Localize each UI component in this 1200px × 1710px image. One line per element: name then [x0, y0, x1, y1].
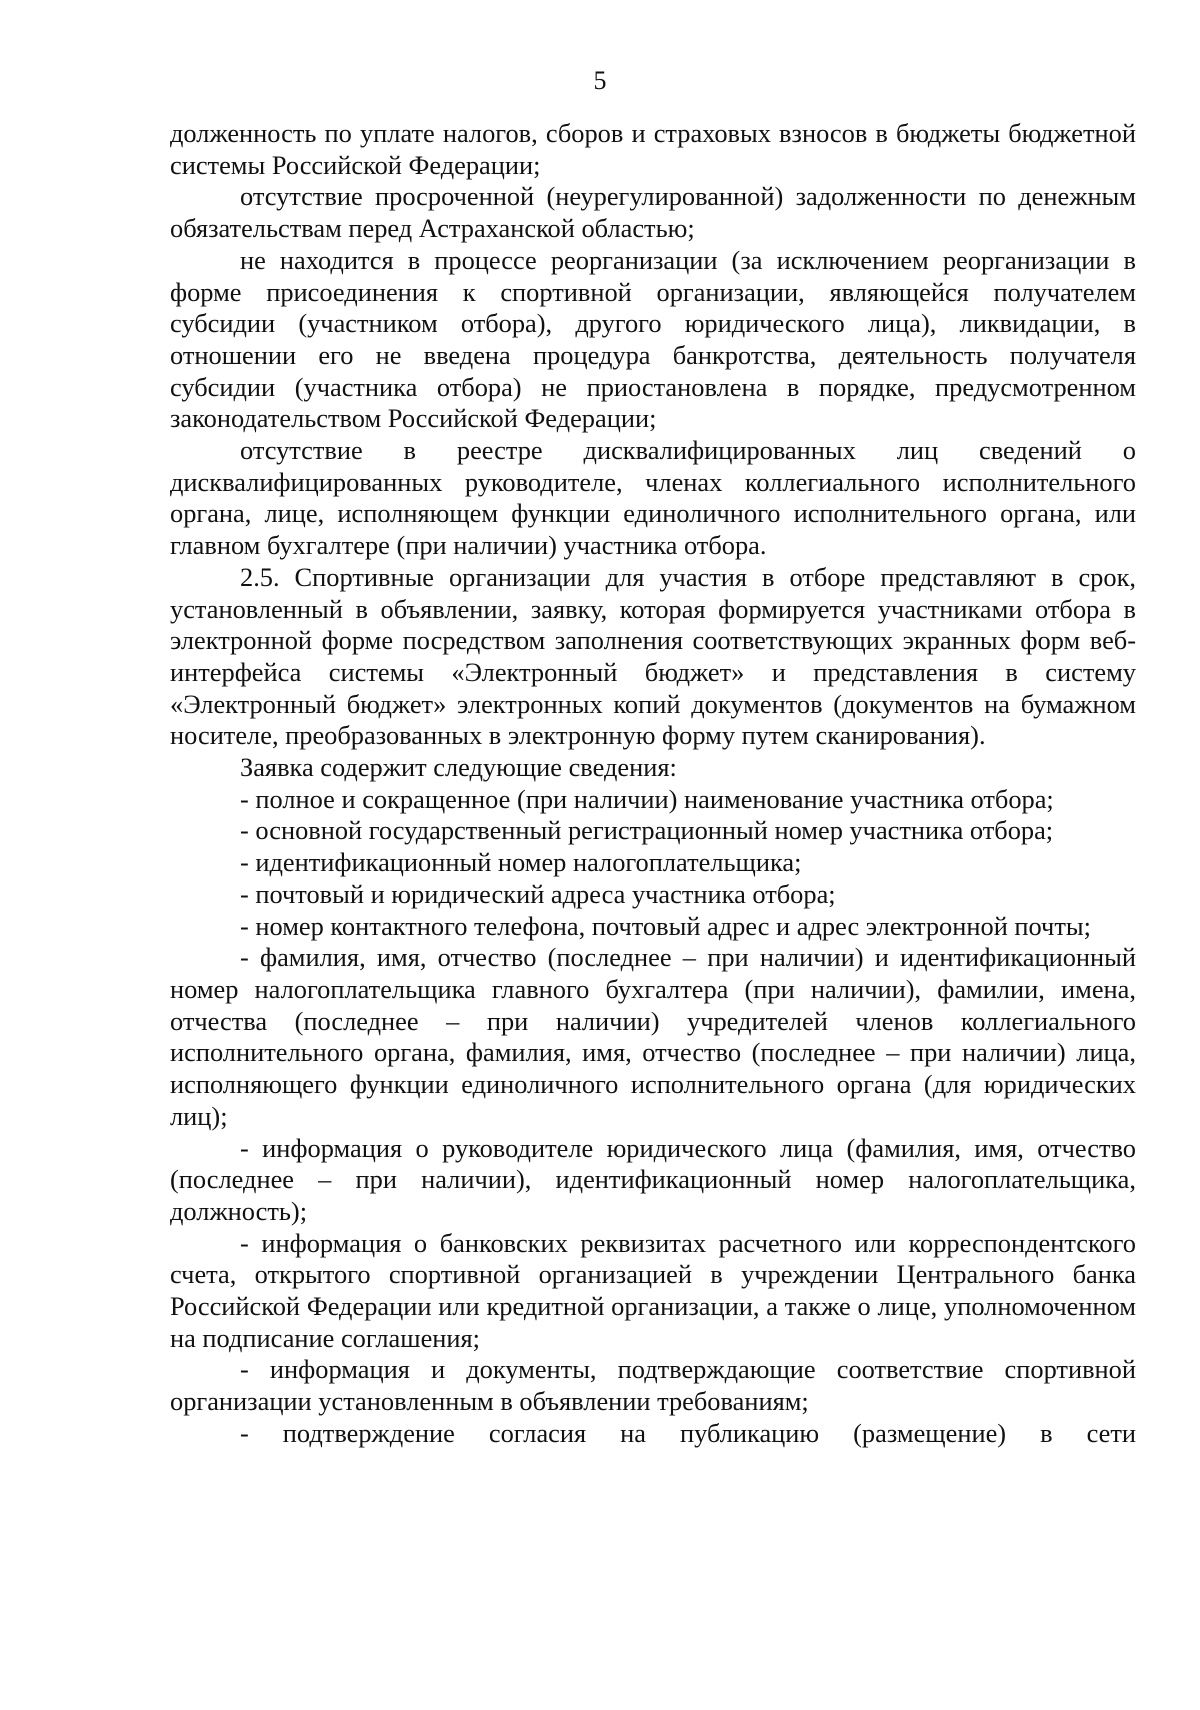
- paragraph: - фамилия, имя, отчество (последнее – при наличии) и идентификационный номер налогоплательщика главного бухгалтера (при наличии), фамилии, имена, отчества (последнее – при наличии) учредителей членов коллегиального исполнительного органа, фамилия, имя, отчество (последнее – при наличии) лица, исполняющего функции единоличного исполнительного органа (для юридических лиц);: [170, 942, 1136, 1131]
- paragraph: отсутствие просроченной (неурегулированной) задолженности по денежным обязательствам перед Астраханской областью;: [170, 181, 1136, 244]
- page-number: 5: [593, 66, 607, 95]
- paragraph: - почтовый и юридический адреса участника отбора;: [240, 878, 836, 909]
- paragraph: не находится в процессе реорганизации (за исключением реорганизации в форме присоединения к спортивной организации, являющейся получателем субсидии (участником отбора), другого юридического лица), ликвидации, в отношении его не введена процедура банкротства, деятельность получателя субсидии (участника отбора) не приостановлена в порядке, предусмотренном законодательством Российской Федерации;: [170, 244, 1136, 434]
- paragraph: - информация о банковских реквизитах расчетного или корреспондентского счета, открытого спортивной организацией в учреждении Центрального банка Российской Федерации или кредитной организации, а также о лице, уполномоченном на подписание соглашения;: [170, 1227, 1136, 1353]
- paragraph: - номер контактного телефона, почтовый адрес и адрес электронной почты;: [240, 910, 1091, 941]
- paragraph: - идентификационный номер налогоплательщика;: [240, 847, 802, 878]
- document-body: [170, 118, 1136, 1450]
- paragraph: 2.5. Спортивные организации для участия в отборе представляют в срок, установленный в объявлении, заявку, которая формируется участниками отбора в электронной форме посредством заполнения соответствующих экранных форм веб-интерфейса системы «Электронный бюджет» и представления в систему «Электронный бюджет» электронных копий документов (документов на бумажном носителе, преобразованных в электронную форму путем сканирования).: [170, 561, 1136, 751]
- paragraph: - информация и документы, подтверждающие соответствие спортивной организации установленным в объявлении требованиям;: [170, 1354, 1136, 1417]
- paragraph: долженность по уплате налогов, сборов и страховых взносов в бюджеты бюджетной системы Российской Федерации;: [170, 118, 1136, 180]
- paragraph: - подтверждение согласия на публикацию (размещение) в сети: [240, 1417, 1136, 1448]
- paragraph: отсутствие в реестре дисквалифицированных лиц сведений о дисквалифицированных руководителе, членах коллегиального исполнительного органа, лице, исполняющем функции единоличного исполнительного органа, или главном бухгалтере (при наличии) участника отбора.: [170, 435, 1136, 561]
- paragraph: Заявка содержит следующие сведения:: [240, 752, 677, 783]
- paragraph: - полное и сокращенное (при наличии) наименование участника отбора;: [240, 783, 1054, 814]
- paragraph: - основной государственный регистрационный номер участника отбора;: [240, 815, 1054, 846]
- paragraph: - информация о руководителе юридического лица (фамилия, имя, отчество (последнее – при наличии), идентификационный номер налогоплательщика, должность);: [170, 1132, 1136, 1226]
